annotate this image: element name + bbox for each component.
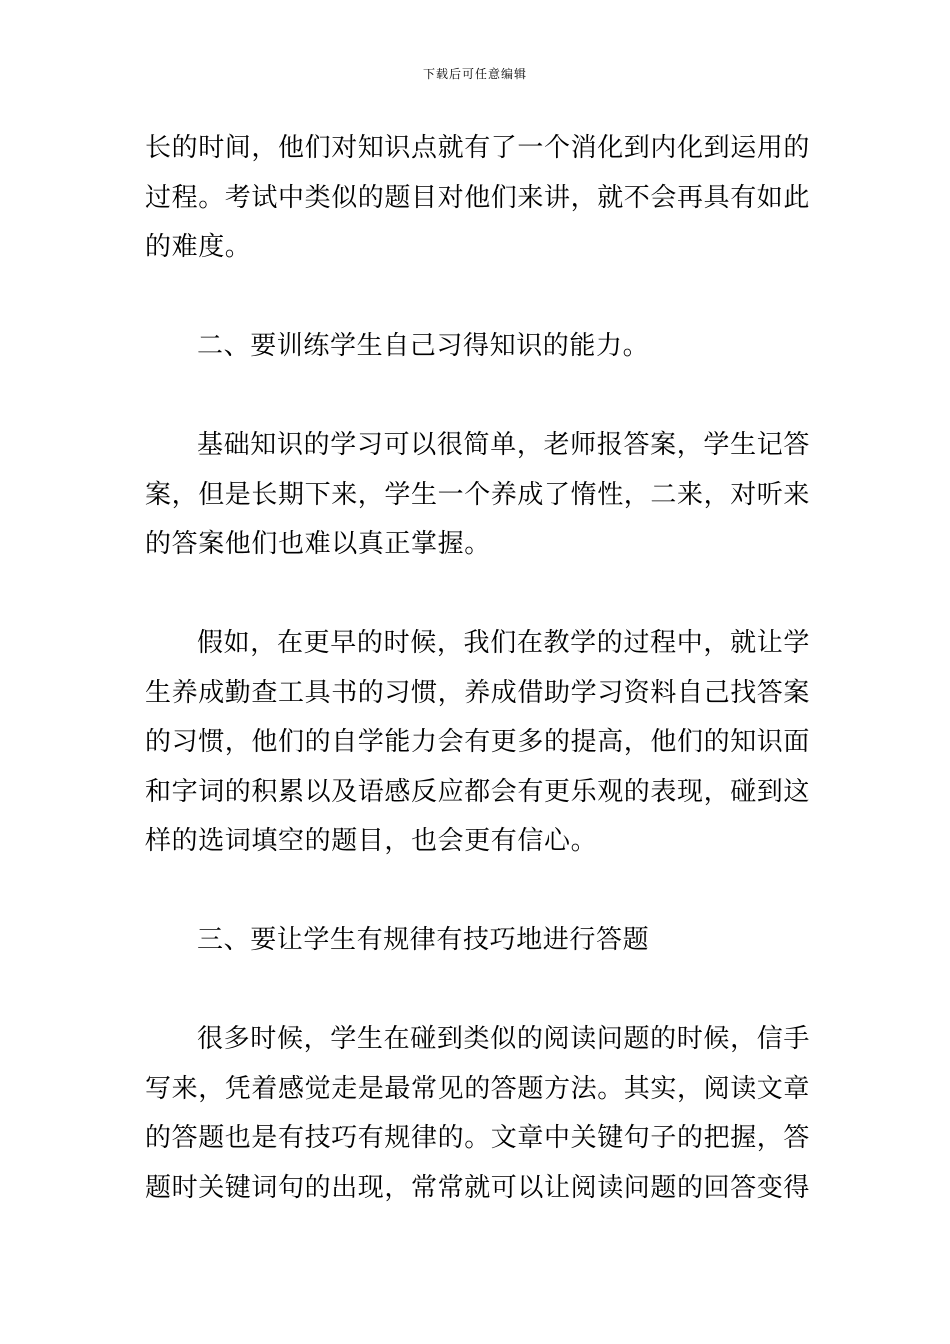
section-heading-two: 二、要训练学生自己习得知识的能力。 (197, 331, 650, 361)
paragraph-continuation: 长的时间，他们对知识点就有了一个消化到内化到运用的过程。考试中类似的题目对他们来讲，就不会再具有如此的难度。 (145, 133, 811, 262)
document-body (145, 124, 810, 1213)
page-header: 下载后可任意编辑 (422, 67, 527, 81)
paragraph-answer-skills: 很多时候，学生在碰到类似的阅读问题的时候，信手写来，凭着感觉走是最常见的答题方法。其实，阅读文章的答题也是有技巧有规律的。文章中关键句子的把握，答题时关键词句的出现，常常就可以让阅读问题的回答变得 (145, 1024, 811, 1203)
paragraph-self-study: 假如，在更早的时候，我们在教学的过程中，就让学生养成勤查工具书的习惯，养成借助学习资料自己找答案的习惯，他们的自学能力会有更多的提高，他们的知识面和字词的积累以及语感反应都会有更乐观的表现，碰到这样的选词填空的题目，也会更有信心。 (145, 628, 811, 856)
paragraph-basic-knowledge: 基础知识的学习可以很简单，老师报答案，学生记答案，但是长期下来，学生一个养成了惰性，二来，对听来的答案他们也难以真正掌握。 (145, 430, 811, 559)
section-heading-three: 三、要让学生有规律有技巧地进行答题 (197, 925, 650, 955)
